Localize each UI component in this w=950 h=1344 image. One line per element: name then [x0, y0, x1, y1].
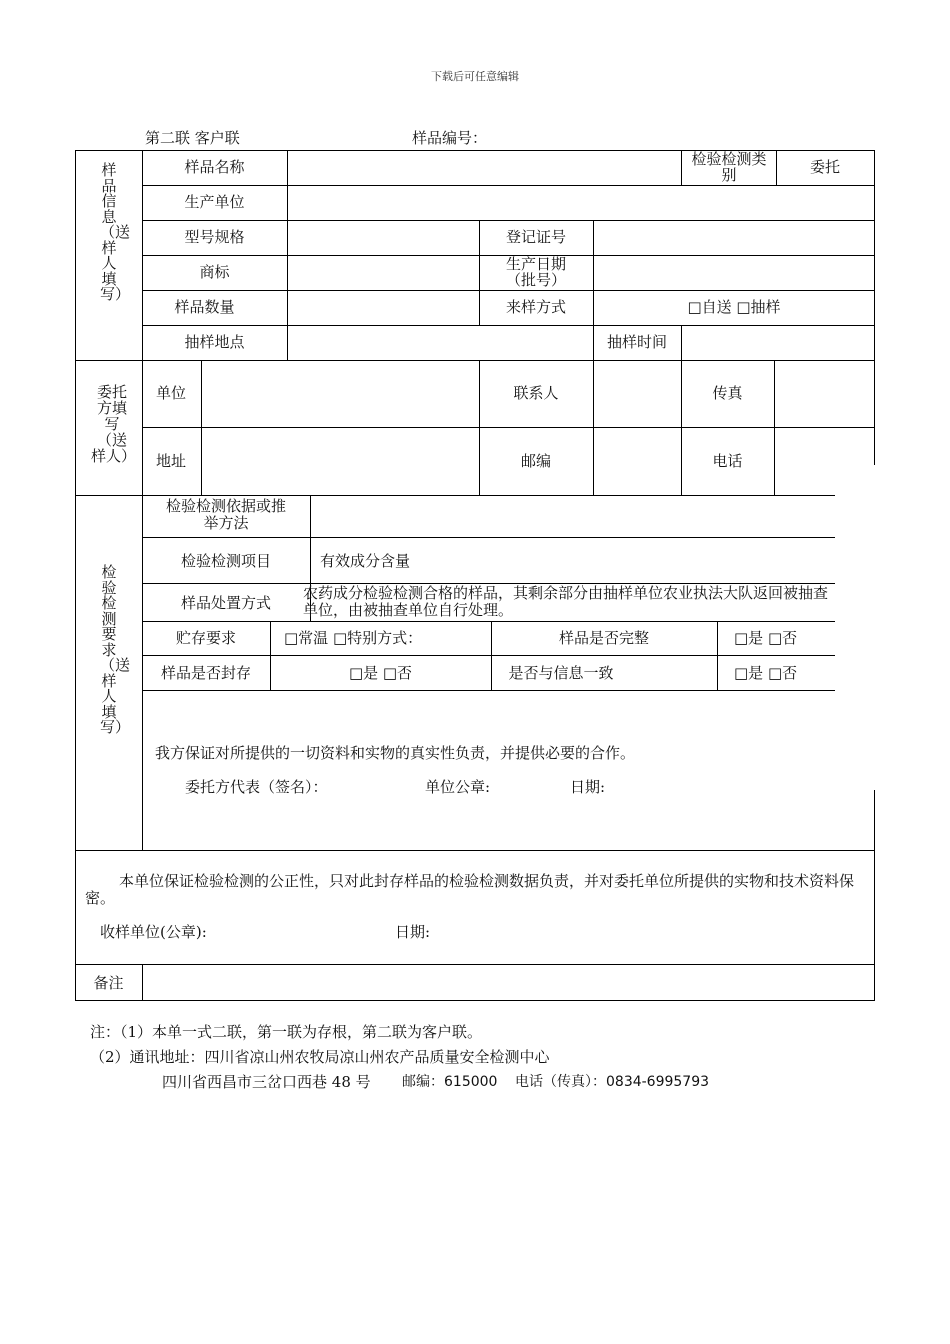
complete-options[interactable]: □是 □否 [734, 629, 798, 647]
test-items-label: 检验检测项目 [180, 552, 271, 570]
production-date-input[interactable] [594, 256, 874, 290]
remarks-input[interactable] [143, 965, 873, 1000]
sample-info-section-label: 样品信息（送样人填写） [100, 161, 131, 303]
consistent-options[interactable]: □是 □否 [734, 664, 798, 682]
producer-label: 生产单位 [184, 193, 245, 211]
consistent-label: 是否与信息一致 [508, 664, 614, 682]
producer-input[interactable] [288, 186, 874, 220]
note-address: 四川省西昌市三岔口西巷 48 号 [162, 1073, 371, 1091]
contact-label: 联系人 [513, 384, 559, 402]
disposal-label: 样品处置方式 [180, 594, 271, 612]
storage-label: 贮存要求 [175, 629, 236, 647]
contact-input[interactable] [594, 361, 680, 427]
header-watermark: 下载后可任意编辑 [431, 70, 519, 83]
production-date-label: 生产日期（批号） [505, 255, 566, 289]
quantity-input[interactable] [288, 291, 478, 325]
client-unit-label: 单位 [156, 384, 187, 402]
unit-seal-label: 单位公章: [425, 778, 491, 796]
postcode-input[interactable] [594, 428, 680, 494]
sample-number-label: 样品编号： [412, 129, 488, 147]
note-postcode: 邮编：615000 [402, 1074, 498, 1090]
test-category-value: 委托 [809, 158, 840, 176]
guarantee-text: 我方保证对所提供的一切资料和实物的真实性负责，并提供必要的合作。 [155, 744, 636, 762]
requirements-section-label: 检验检测要求（送样人填写） [100, 563, 131, 736]
test-items-value[interactable]: 有效成分含量 [320, 552, 411, 570]
postcode-label: 邮编 [520, 452, 551, 470]
brand-label: 商标 [199, 263, 230, 281]
disposal-value: 农药成分检验检测合格的样品，其剩余部分由抽样单位农业执法大队返回被抽查单位，由被抽查单位自行处理。 [303, 585, 829, 619]
receipt-date-label: 日期: [395, 923, 431, 941]
source-options[interactable]: □自送 □抽样 [687, 298, 781, 316]
brand-input[interactable] [288, 256, 478, 290]
fax-input[interactable] [775, 361, 874, 427]
sample-name-label: 样品名称 [184, 158, 245, 176]
client-unit-input[interactable] [202, 361, 478, 427]
phone-input[interactable] [775, 428, 874, 494]
sample-name-input[interactable] [288, 151, 680, 185]
note-line-1: 注：（1）本单一式二联，第一联为存根，第二联为客户联。 [90, 1023, 483, 1041]
complete-label: 样品是否完整 [558, 629, 649, 647]
client-section-label: 委托方填写（送样人） [91, 383, 137, 465]
client-address-input[interactable] [202, 428, 478, 494]
model-input[interactable] [288, 221, 478, 255]
basis-label: 检验检测依据或推举方法 [165, 497, 286, 532]
remarks-label: 备注 [93, 974, 124, 992]
quantity-label: 样品数量 [174, 298, 235, 316]
reg-no-label: 登记证号 [505, 228, 566, 246]
note-line-2: （2）通讯地址：四川省凉山州农牧局凉山州农产品质量安全检测中心 [90, 1048, 550, 1066]
source-label: 来样方式 [505, 298, 566, 316]
representative-signature-label: 委托方代表（签名）： [185, 778, 328, 796]
reg-no-input[interactable] [594, 221, 874, 255]
sampling-time-label: 抽样时间 [606, 333, 667, 351]
fax-label: 传真 [712, 384, 743, 402]
storage-options[interactable]: □常温 □特别方式： [284, 629, 423, 647]
copy-label: 第二联 客户联 [145, 129, 240, 147]
note-phone: 电话（传真）：0834-6995793 [515, 1074, 710, 1090]
client-date-label: 日期: [570, 778, 606, 796]
client-address-label: 地址 [156, 452, 187, 470]
model-label: 型号规格 [184, 228, 245, 246]
phone-label: 电话 [712, 452, 743, 470]
sampling-time-input[interactable] [682, 326, 874, 360]
sampling-place-input[interactable] [288, 326, 592, 360]
sealed-options[interactable]: □是 □否 [348, 664, 413, 682]
sealed-label: 样品是否封存 [160, 664, 251, 682]
sampling-place-label: 抽样地点 [184, 333, 245, 351]
receipt-statement: 本单位保证检验检测的公正性，只对此封存样品的检验检测数据负责，并对委托单位所提供的实物和技术资料保密。 [85, 872, 855, 907]
basis-input[interactable] [311, 496, 834, 537]
receiver-seal-label: 收样单位(公章): [100, 923, 207, 941]
test-category-label: 检验检测类别 [691, 150, 767, 184]
